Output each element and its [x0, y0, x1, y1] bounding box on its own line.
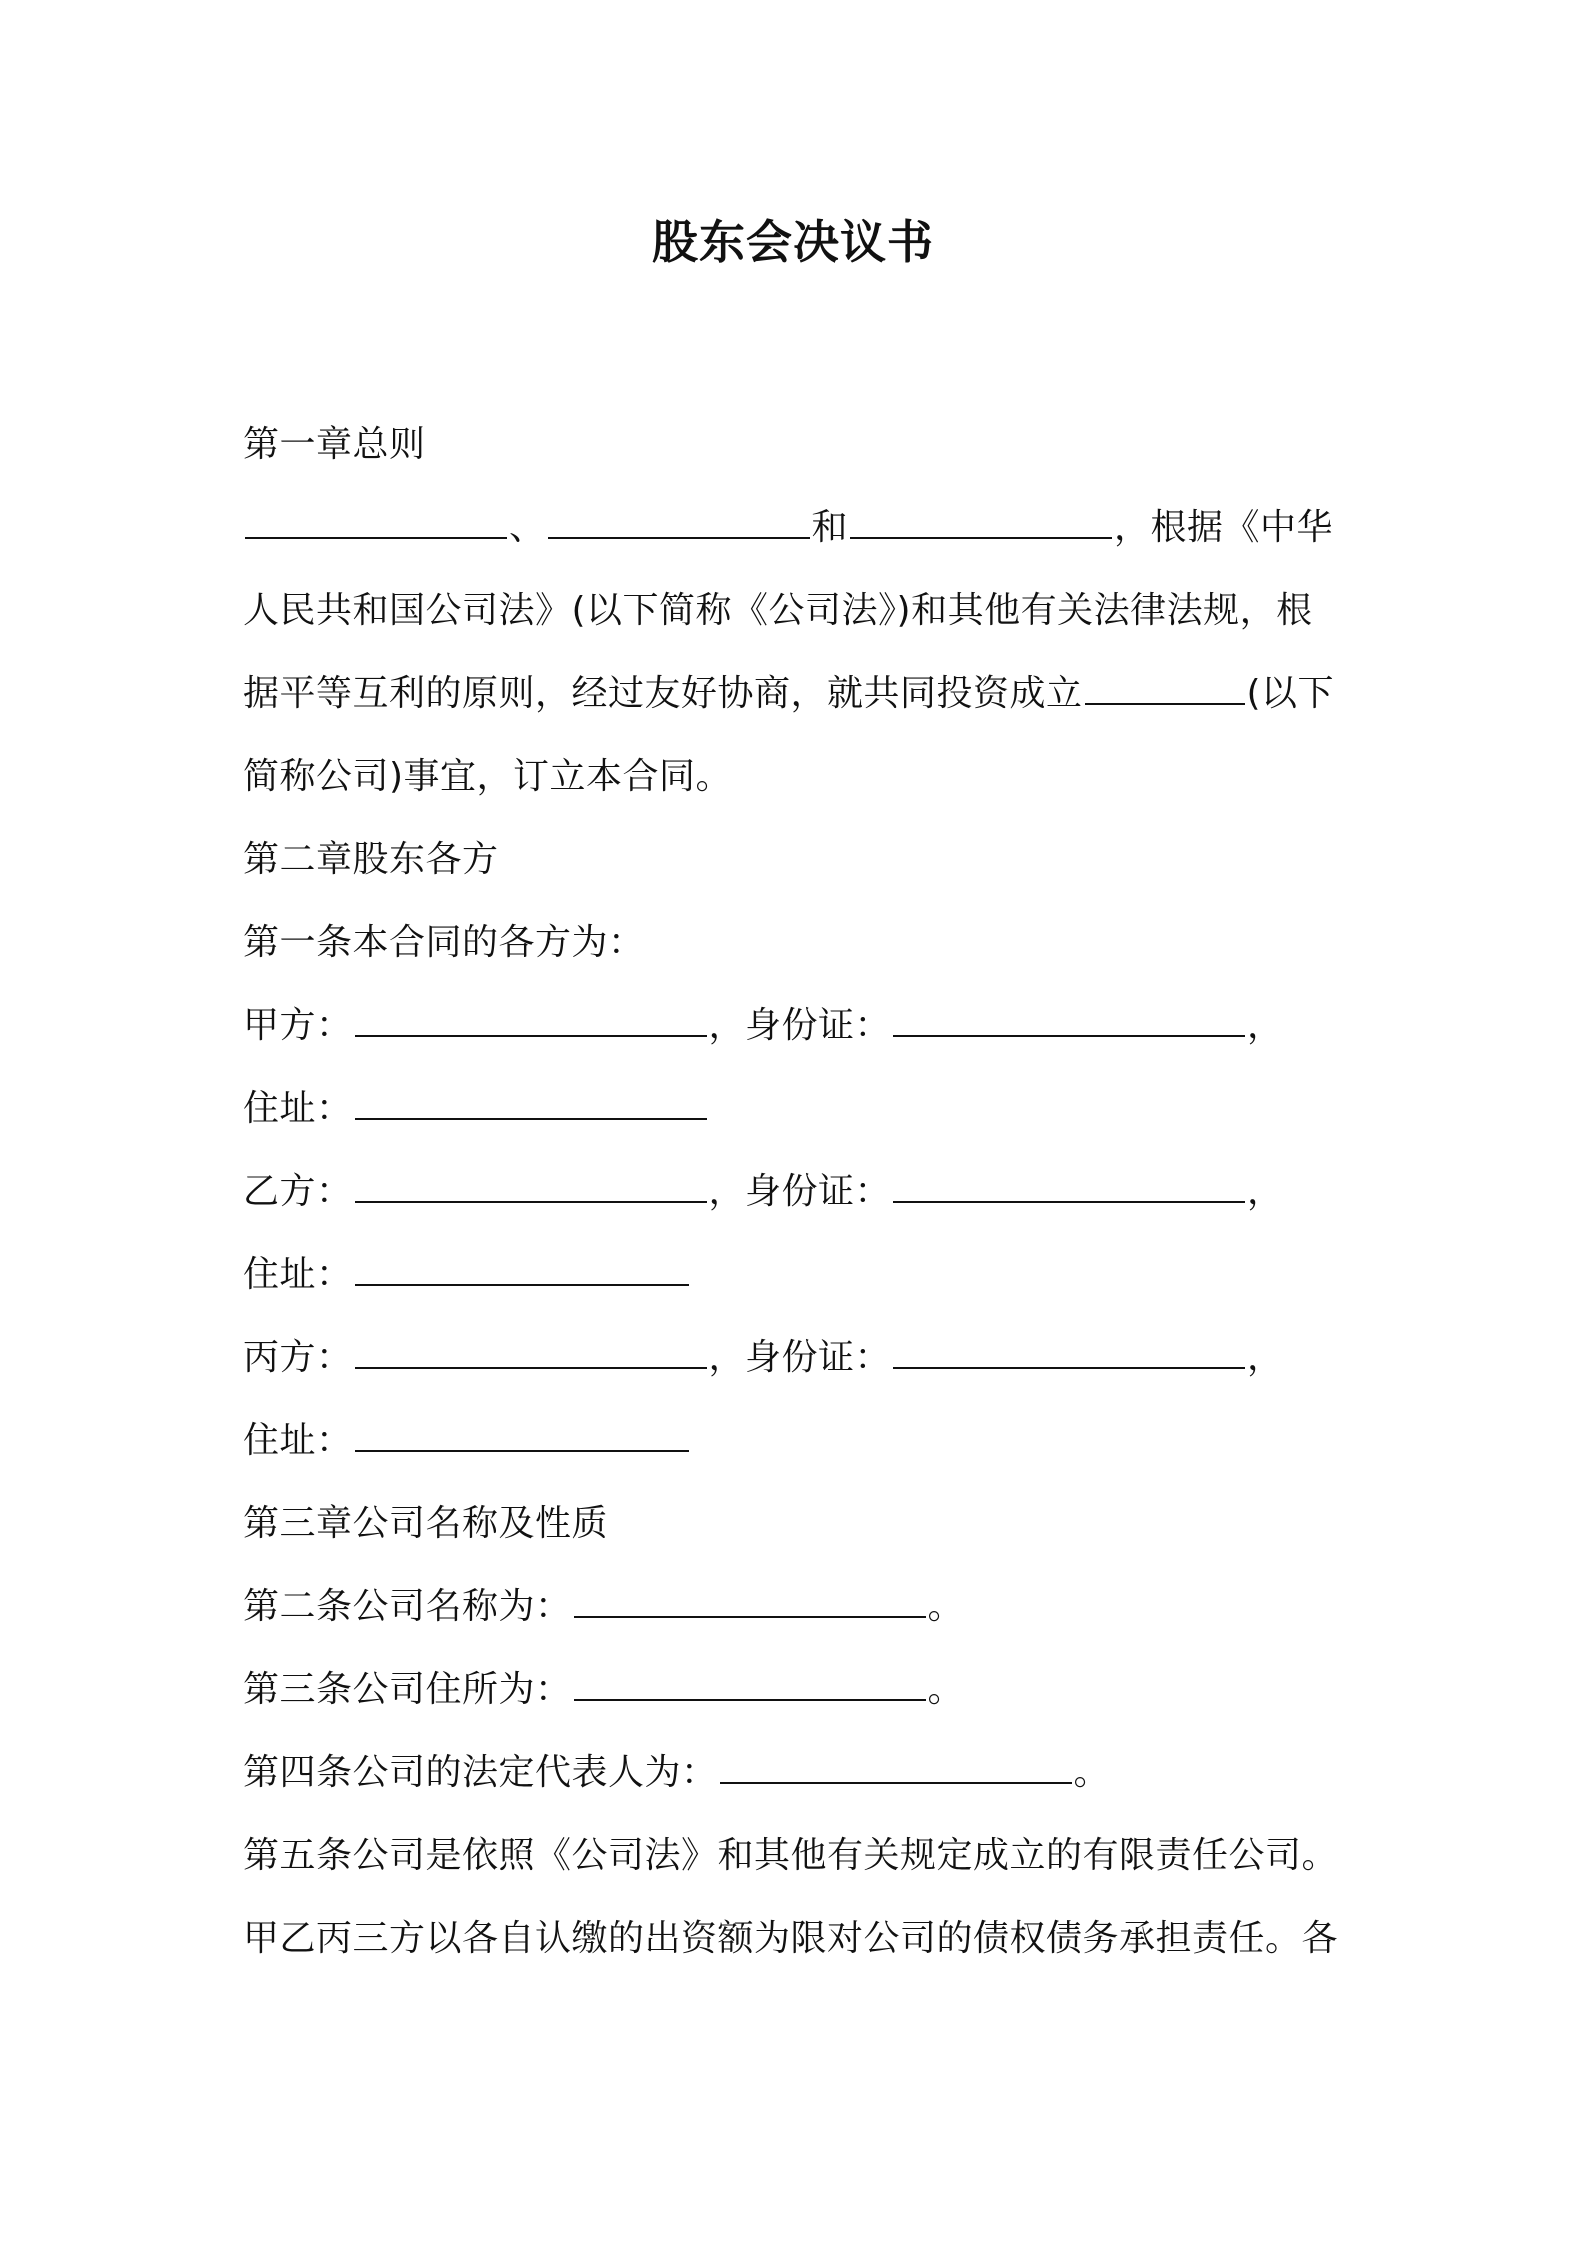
- article-3-row: [243, 1648, 1353, 1731]
- chapter-1-heading: 第一章总则: [243, 424, 426, 465]
- period-text: 。: [927, 1586, 965, 1627]
- period-text: 。: [927, 1669, 965, 1710]
- party-b-row: [243, 1150, 1353, 1233]
- party-b-name-blank[interactable]: [355, 1175, 707, 1203]
- blank-party-1[interactable]: [245, 511, 507, 539]
- address-label: 住址：: [243, 1420, 353, 1461]
- paragraph-text: 据平等互利的原则，经过友好协商，就共同投资成立: [243, 673, 1083, 714]
- article-1: 第一条本合同的各方为：: [243, 922, 645, 963]
- comma-text: ，: [1247, 1005, 1284, 1046]
- party-b-address-row: [243, 1233, 1353, 1316]
- party-c-address-row: [243, 1399, 1353, 1482]
- id-label: ，身份证：: [708, 1171, 892, 1212]
- document-title: 股东会决议书: [652, 215, 934, 269]
- period-text: 。: [1073, 1752, 1111, 1793]
- party-b-address-blank[interactable]: [355, 1258, 689, 1286]
- address-label: 住址：: [243, 1088, 353, 1129]
- party-c-row: [243, 1316, 1353, 1399]
- article-5-line-1: 第五条公司是依照《公司法》和其他有关规定成立的有限责任公司。: [243, 1835, 1339, 1876]
- id-label: ，身份证：: [708, 1337, 892, 1378]
- party-a-address-blank[interactable]: [355, 1092, 707, 1120]
- party-a-name-blank[interactable]: [355, 1009, 707, 1037]
- chapter-1-paragraph-line-2: 人民共和国公司法》(以下简称《公司法》)和其他有关法律法规，根: [243, 590, 1313, 631]
- party-b-id-blank[interactable]: [893, 1175, 1245, 1203]
- id-label: ，身份证：: [708, 1005, 892, 1046]
- article-4-label: 第四条公司的法定代表人为：: [243, 1752, 718, 1793]
- comma-text: ，: [1247, 1171, 1284, 1212]
- article-4-row: [243, 1731, 1353, 1814]
- party-c-address-blank[interactable]: [355, 1424, 689, 1452]
- comma-text: ，: [1247, 1337, 1284, 1378]
- chapter-1-paragraph-line-3: [243, 652, 1353, 735]
- separator-text: 、: [509, 507, 546, 548]
- company-name-blank[interactable]: [574, 1590, 926, 1618]
- chapter-3-heading: 第三章公司名称及性质: [243, 1503, 609, 1544]
- blank-company-name[interactable]: [1085, 677, 1245, 705]
- paragraph-text: (以下: [1246, 673, 1335, 714]
- document-body: [243, 403, 1353, 1980]
- paragraph-text: ，根据《中华: [1114, 507, 1334, 548]
- chapter-2-heading: 第二章股东各方: [243, 839, 499, 880]
- legal-representative-blank[interactable]: [720, 1756, 1072, 1784]
- company-address-blank[interactable]: [574, 1673, 926, 1701]
- party-a-address-row: [243, 1067, 1353, 1150]
- article-2-label: 第二条公司名称为：: [243, 1586, 572, 1627]
- article-2-row: [243, 1565, 1353, 1648]
- party-a-label: 甲方：: [243, 1005, 353, 1046]
- blank-party-3[interactable]: [850, 511, 1112, 539]
- article-5-line-2: 甲乙丙三方以各自认缴的出资额为限对公司的债权债务承担责任。各: [243, 1918, 1339, 1959]
- separator-text: 和: [811, 507, 849, 548]
- chapter-1-paragraph-line-1: [243, 486, 1353, 569]
- chapter-1-paragraph-line-4: 简称公司)事宜，订立本合同。: [243, 756, 733, 797]
- article-3-label: 第三条公司住所为：: [243, 1669, 572, 1710]
- party-c-id-blank[interactable]: [893, 1341, 1245, 1369]
- party-b-label: 乙方：: [243, 1171, 353, 1212]
- party-c-name-blank[interactable]: [355, 1341, 707, 1369]
- party-c-label: 丙方：: [243, 1337, 353, 1378]
- blank-party-2[interactable]: [548, 511, 810, 539]
- party-a-row: [243, 984, 1353, 1067]
- party-a-id-blank[interactable]: [893, 1009, 1245, 1037]
- address-label: 住址：: [243, 1254, 353, 1295]
